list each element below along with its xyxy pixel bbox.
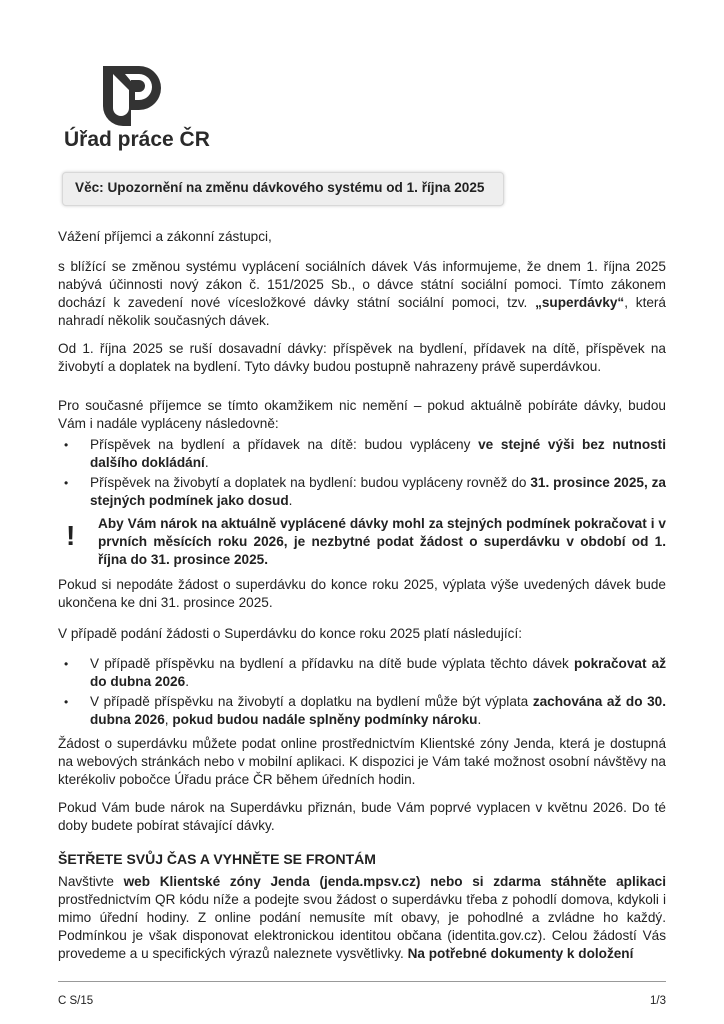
bullet-list-current <box>90 436 666 512</box>
text-run: Pokud si nepodáte žádost o superdávku do konce roku 2025, výplata výše uvedených dávek bude ukončena ke dni 31. prosince 2025. <box>58 577 666 610</box>
bullet-list-application <box>90 655 666 731</box>
paragraph-abolished-benefits <box>58 340 666 376</box>
bullet-item <box>90 436 666 472</box>
text-run: , která nahradí několik současných dávek. <box>58 295 666 328</box>
bold-text-run: pokračovat až do dubna 2026 <box>90 656 666 689</box>
greeting <box>58 228 666 246</box>
text-run: . <box>288 493 293 508</box>
paragraph-how-to-apply <box>58 735 666 789</box>
text-run: Aby Vám nárok na aktuálně vyplácené dávky mohl za stejných podmínek pokračovat i v prvních měsících roku 2026, je nezbytné podat žádost o superdávku v období od 1. října do 31. prosince 2025. <box>98 516 666 567</box>
up-cr-logo-icon <box>101 64 165 128</box>
text-run: Pro současné příjemce se tímto okamžikem nic nemění – pokud aktuálně pobíráte dávky, budou Vám i nadále vypláceny následovně: <box>58 398 666 431</box>
text-run: s blížící se změnou systému vyplácení sociálních dávek Vás informujeme, že dnem 1. října 2025 nabývá účinnosti nový zákon č. 151/2025 Sb., o dávce státní sociální pomoci. Tímto zákonem dochází k zavedení nové vícesložkové dávky státní sociální pomoci, tzv. <box>58 259 666 310</box>
text-run: V případě příspěvku na bydlení a přídavku na dítě bude výplata těchto dávek <box>90 656 574 671</box>
organization-name: Úřad práce ČR <box>64 128 210 151</box>
text-run: Žádost o superdávku můžete podat online prostřednictvím Klientské zóny Jenda, která je dostupná na webových stránkách nebo v mobilní aplikaci. K dispozici je Vám také možnost osobní návštěvy na kterékoliv pobočce Úřadu práce ČR během úředních hodin. <box>58 736 666 787</box>
bullet-item <box>90 474 666 510</box>
document-code: C S/15 <box>58 995 94 1007</box>
text-run: Příspěvek na bydlení a přídavek na dítě: budou vypláceny <box>90 437 479 452</box>
bold-text-run: „superdávky“ <box>535 295 625 310</box>
footer-divider <box>58 981 666 982</box>
paragraph-online-application <box>58 873 666 963</box>
text-run: , <box>164 712 173 727</box>
bold-text-run: pokud budou nadále splněny podmínky nároku <box>172 712 478 727</box>
text-run: V případě podání žádosti o Superdávku do konce roku 2025 platí následující: <box>58 626 523 641</box>
text-run: Navštivte <box>58 874 124 889</box>
paragraph-law-intro <box>58 258 666 330</box>
warning-notice <box>98 515 666 569</box>
text-run: Od 1. října 2025 se ruší dosavadní dávky: příspěvek na bydlení, přídavek na dítě, příspěvek na živobytí a doplatek na bydlení. Tyto dávky budou postupně nahrazeny právě superdávkou. <box>58 341 666 374</box>
text-run: prostřednictvím QR kódu níže a podejte svou žádost o superdávku třeba z pohodlí domova, kdykoli i mimo úřední hodiny. Z online podání nemusíte mít obavy, je pohodlné a zvládne ho každý. Podmínkou je však disponovat elektronickou identitou občana (identita.gov.cz). Celou žádostí Vás provedeme a u specifických výrazů naleznete vysvětlivky. <box>58 892 666 961</box>
section-heading: ŠETŘETE SVŮJ ČAS A VYHNĚTE SE FRONTÁM <box>58 851 376 867</box>
bullet-item <box>90 655 666 691</box>
bold-text-run: web Klientské zóny Jenda (jenda.mpsv.cz) nebo si zdarma stáhněte aplikaci <box>123 874 666 889</box>
text-run: Pokud Vám bude nárok na Superdávku přiznán, bude Vám poprvé vyplacen v květnu 2026. Do té doby budete pobírat stávající dávky. <box>58 800 666 833</box>
text-run: . <box>204 455 209 470</box>
text-run: Vážení příjemci a zákonní zástupci, <box>58 229 272 244</box>
paragraph-first-payment <box>58 799 666 835</box>
paragraph-current-recipients <box>58 397 666 433</box>
bullet-item <box>90 693 666 729</box>
text-run: V případě příspěvku na živobytí a doplatku na bydlení může být výplata <box>90 694 533 709</box>
text-run: Příspěvek na živobytí a doplatek na bydlení: budou vypláceny rovněž do <box>90 475 531 490</box>
subject-line: Věc: Upozornění na změnu dávkového systému od 1. října 2025 <box>75 180 485 195</box>
subject-box <box>62 172 504 206</box>
text-run: . <box>185 674 189 689</box>
paragraph-application-conditions <box>58 625 666 643</box>
paragraph-no-application <box>58 576 666 612</box>
bold-text-run: 31. prosince 2025, za stejných podmínek jako dosud <box>90 475 666 508</box>
exclamation-icon: ! <box>66 520 76 551</box>
text-run: . <box>477 712 482 727</box>
page-number: 1/3 <box>650 995 666 1007</box>
bold-text-run: zachována až do 30. dubna 2026 <box>90 694 666 727</box>
bold-text-run: ve stejné výši bez nutnosti dalšího dokládání <box>90 437 666 470</box>
bold-text-run: Na potřebné dokumenty k doložení <box>407 946 634 961</box>
